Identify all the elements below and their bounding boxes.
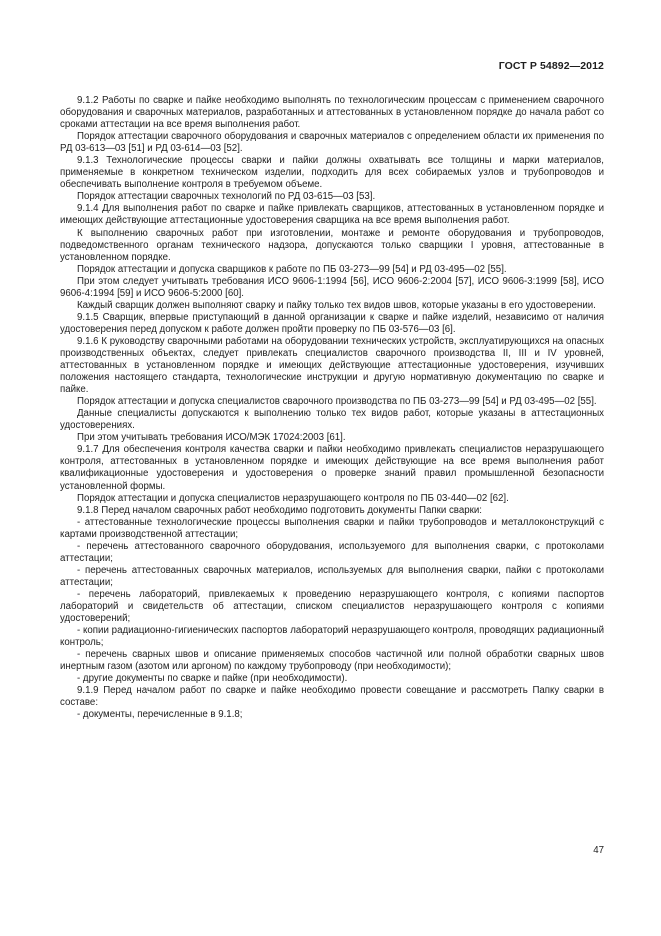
list-item: - перечень аттестованных сварочных материалов, используемых для выполнения сварки, пайки с протоколами аттестации; [60,564,604,588]
paragraph: Порядок аттестации сварочного оборудования и сварочных материалов с определением области их применения по РД 03-613—03 [51] и РД 03-614—03 [52]. [60,131,604,155]
list-item: - перечень сварных швов и описание применяемых способов частичной или полной обработки сварных швов инертным газом (азотом или аргоном) по каждому трубопроводу (при необходимости); [60,649,604,673]
paragraph: 9.1.9 Перед началом работ по сварке и пайке необходимо провести совещание и рассмотреть Папку сварки в составе: [60,685,604,709]
paragraph: При этом учитывать требования ИСО/МЭК 17024:2003 [61]. [77,432,346,444]
paragraph: Порядок аттестации и допуска специалистов сварочного производства по ПБ 03-273—99 [54] и РД 03-495—02 [55]. [77,396,597,408]
list-item: - перечень аттестованного сварочного оборудования, используемого для выполнения сварки, с протоколами аттестации; [60,540,604,564]
paragraph: 9.1.2 Работы по сварке и пайке необходимо выполнять по технологическим процессам с применением сварочного оборудования и сварочных материалов, разработанных и аттестованных в установленном порядке до начала работ со сроками аттестации на все время выполнения работ. [60,95,604,131]
document-header: ГОСТ Р 54892—2012 [498,60,604,72]
paragraph: Каждый сварщик должен выполняют сварку и пайку только тех видов швов, которые указаны в его удостоверении. [77,299,596,311]
list-item: - перечень лабораторий, привлекаемых к проведению неразрушающего контроля, с копиями паспортов лабораторий и свидетельств об аттестации, списком специалистов неразрушающего контроля с копиями удостоверений; [60,588,604,625]
paragraph: Данные специалисты допускаются к выполнению только тех видов работ, которые указаны в аттестационных удостоверениях. [60,408,604,432]
list-item: - копии радиационно-гигиенических паспортов лабораторий неразрушающего контроля, проводящих радиационный контроль; [60,625,604,649]
list-item: - аттестованные технологические процессы выполнения сварки и пайки трубопроводов и металлоконструкций с картами производственной аттестации; [60,516,604,540]
paragraph: Порядок аттестации и допуска специалистов неразрушающего контроля по ПБ 03-440—02 [62]. [77,492,509,504]
document-body [60,95,604,721]
paragraph: Порядок аттестации сварочных технологий по РД 03-615—03 [53]. [77,191,376,203]
paragraph: 9.1.6 К руководству сварочными работами на оборудовании технических устройств, эксплуатирующихся на опасных производственных объектах, следует привлекать специалистов сварочного производства II, III и IV уровней, аттестованных в установленном порядке и имеющих действующие аттестационные удостоверения, изучивших положения настоящего стандарта, технологические инструкции и другую нормативную документацию по сварке и пайке. [60,335,604,396]
paragraph: Порядок аттестации и допуска сварщиков к работе по ПБ 03-273—99 [54] и РД 03-495—02 [55]. [77,263,507,275]
paragraph: К выполнению сварочных работ при изготовлении, монтаже и ремонте оборудования и трубопроводов, подведомственного органам технического надзора, допускаются только сварщики I уровня, аттестованные в установленном порядке. [60,227,604,263]
paragraph: 9.1.8 Перед началом сварочных работ необходимо подготовить документы Папки сварки: [77,504,482,516]
list-item: - документы, перечисленные в 9.1.8; [77,709,243,721]
paragraph: 9.1.4 Для выполнения работ по сварке и пайке привлекать сварщиков, аттестованных в установленном порядке и имеющих действующие аттестационные удостоверения сварщика на все время выполнения работ. [60,203,604,227]
page-number: 47 [593,845,604,856]
paragraph: 9.1.7 Для обеспечения контроля качества сварки и пайки необходимо привлекать специалистов неразрушающего контроля, аттестованных в установленном порядке и имеющих действующие на все время выполнения работ квалификационные удостоверения и удостоверения о проверке знаний правил промышленной безопасности установленной формы. [60,444,604,492]
paragraph: При этом следует учитывать требования ИСО 9606-1:1994 [56], ИСО 9606-2:2004 [57], ИСО 9606-3:1999 [58], ИСО 9606-4:1994 [59] и ИСО 9606-5:2000 [60]. [60,275,604,299]
paragraph: 9.1.3 Технологические процессы сварки и пайки должны охватывать все толщины и марки материалов, применяемые в конкретном техническом изделии, подходить для всех собираемых узлов и трубопроводов и обеспечивать выполнение контроля в требуемом объеме. [60,155,604,191]
list-item: - другие документы по сварке и пайке (при необходимости). [77,673,348,685]
paragraph: 9.1.5 Сварщик, впервые приступающий в данной организации к сварке и пайке изделий, независимо от наличия удостоверения перед допуском к работе должен пройти проверку по ПБ 03-576—03 [6]. [60,311,604,335]
